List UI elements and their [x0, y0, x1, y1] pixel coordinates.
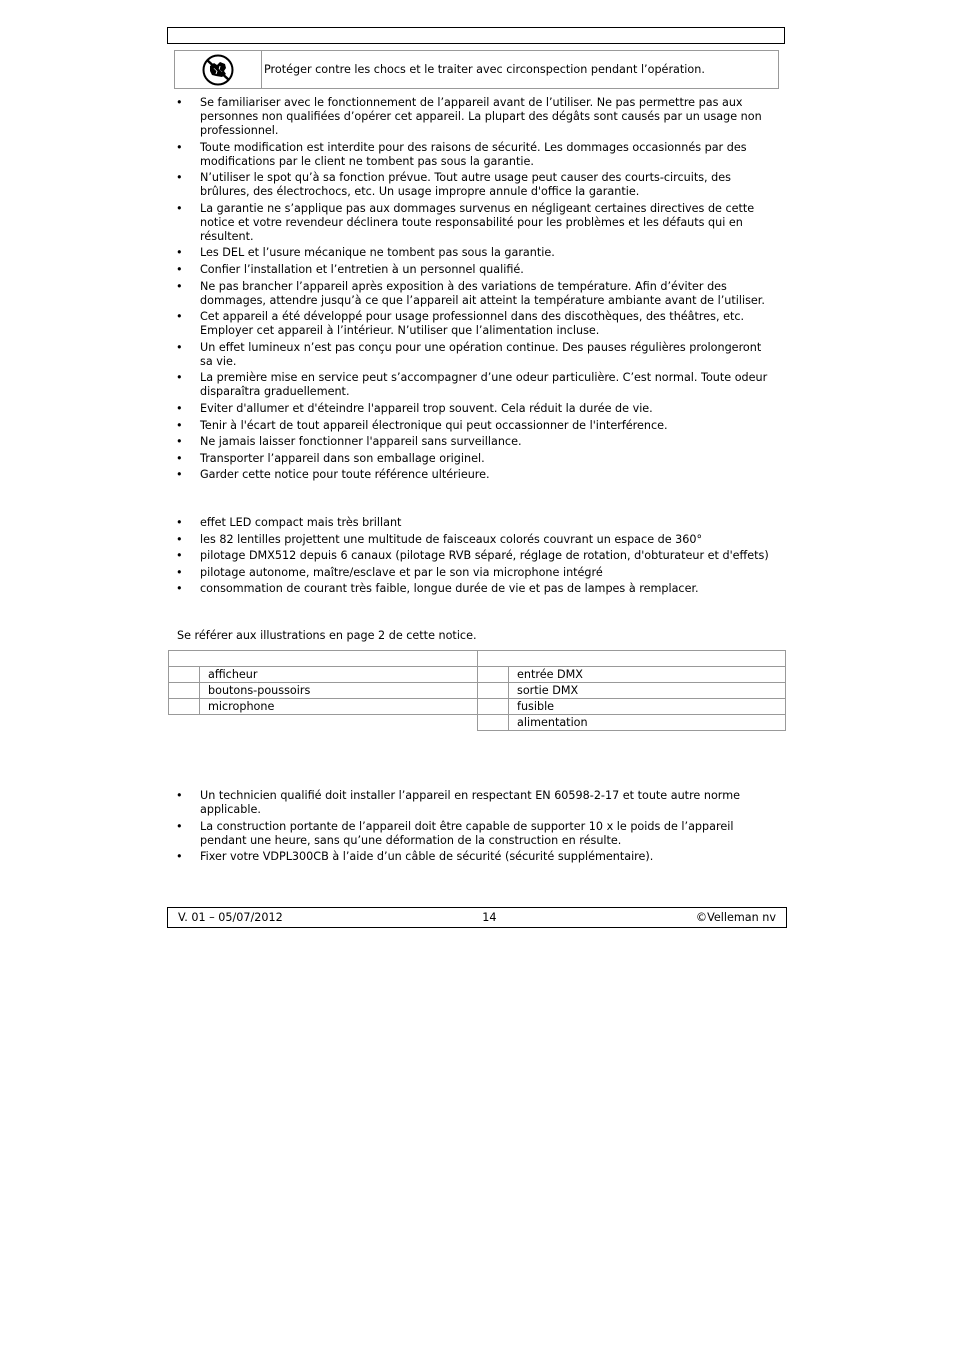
- table-header-cell: [478, 651, 786, 667]
- part-label: afficheur: [200, 667, 478, 683]
- page-footer: [167, 907, 787, 928]
- list-item: • Ne jamais laisser fonctionner l'appareil sans surveillance.: [176, 435, 776, 449]
- list-item: • Un effet lumineux n’est pas conçu pour une opération continue. Des pauses régulières prolongeront sa vie.: [176, 341, 776, 369]
- page-number: 14: [482, 911, 497, 924]
- list-item: • Toute modification est interdite pour des raisons de sécurité. Les dommages occasionnés par des modifications par le client ne tombent pas sous la garantie.: [176, 141, 776, 169]
- list-item: • pilotage autonome, maître/esclave et par le son via microphone intégré: [176, 566, 776, 580]
- list-item: • Tenir à l'écart de tout appareil électronique qui peut occassionner de l'interférence.: [176, 419, 776, 433]
- parts-table-left: [168, 650, 478, 715]
- part-label: microphone: [200, 699, 478, 715]
- table-row: [478, 667, 786, 683]
- list-item: • effet LED compact mais très brillant: [176, 516, 776, 530]
- part-label: alimentation: [509, 715, 786, 731]
- part-label: boutons-poussoirs: [200, 683, 478, 699]
- list-item: • Eviter d'allumer et d'éteindre l'appareil trop souvent. Cela réduit la durée de vie.: [176, 402, 776, 416]
- list-item: • Les DEL et l’usure mécanique ne tombent pas sous la garantie.: [176, 246, 776, 260]
- list-item: • Garder cette notice pour toute référence ultérieure.: [176, 468, 776, 482]
- parts-table-right: [477, 650, 786, 731]
- list-item: • Un technicien qualifié doit installer l’appareil en respectant EN 60598-2-17 et toute autre norme applicable.: [176, 789, 776, 817]
- part-label: fusible: [509, 699, 786, 715]
- warning-text: Protéger contre les chocs et le traiter avec circonspection pendant l’opération.: [264, 63, 705, 76]
- version-date: V. 01 – 05/07/2012: [178, 911, 283, 924]
- warning-icon-cell: [175, 51, 262, 88]
- table-row: [478, 715, 786, 731]
- list-item: • Cet appareil a été développé pour usage professionnel dans des discothèques, des théâtres, etc. Employer cet appareil à l’intérieur. N’utiliser que l’alimentation incluse.: [176, 310, 776, 338]
- warning-table: [174, 50, 779, 89]
- list-item: • consommation de courant très faible, longue durée de vie et pas de lampes à remplacer.: [176, 582, 776, 596]
- safety-guidelines-list: [176, 96, 776, 485]
- table-row: [478, 683, 786, 699]
- part-label: entrée DMX: [509, 667, 786, 683]
- table-row: [169, 683, 478, 699]
- list-item: • Se familiariser avec le fonctionnement de l’appareil avant de l’utiliser. Ne pas permettre pas aux personnes non qualifiées d’opérer cet appareil. La plupart des dégâts sont causés par un usage non professionnel.: [176, 96, 776, 138]
- fragile-handle-with-care-icon: [201, 54, 235, 86]
- table-row: [169, 699, 478, 715]
- list-item: • les 82 lentilles projettent une multitude de faisceaux colorés couvrant un espace de 360°: [176, 533, 776, 547]
- list-item: • Fixer votre VDPL300CB à l’aide d’un câble de sécurité (sécurité supplémentaire).: [176, 850, 776, 864]
- page-header-box: [167, 27, 785, 44]
- list-item: • La construction portante de l’appareil doit être capable de supporter 10 x le poids de l’appareil pendant une heure, sans qu’une déformation de la construction en résulte.: [176, 820, 776, 848]
- overview-text: Se référer aux illustrations en page 2 de cette notice.: [177, 629, 477, 642]
- table-row: [478, 699, 786, 715]
- table-header-row: [169, 651, 478, 667]
- list-item: • pilotage DMX512 depuis 6 canaux (pilotage RVB séparé, réglage de rotation, d'obturateur et d'effets): [176, 549, 776, 563]
- list-item: • Confier l’installation et l’entretien à un personnel qualifié.: [176, 263, 776, 277]
- table-header-row: [478, 651, 786, 667]
- features-list: [176, 516, 776, 599]
- list-item: • N’utiliser le spot qu’à sa fonction prévue. Tout autre usage peut causer des courts-circuits, des brûlures, des électrochocs, etc. Un usage impropre annule d'office la garantie.: [176, 171, 776, 199]
- list-item: • Transporter l’appareil dans son emballage originel.: [176, 452, 776, 466]
- installation-list: [176, 789, 776, 867]
- list-item: • La garantie ne s’applique pas aux dommages survenus en négligeant certaines directives de cette notice et votre revendeur déclinera toute responsabilité pour les problèmes et les défauts qui en résultent.: [176, 202, 776, 244]
- list-item: • La première mise en service peut s’accompagner d’une odeur particulière. C’est normal. Toute odeur disparaîtra graduellement.: [176, 371, 776, 399]
- list-item: • Ne pas brancher l’appareil après exposition à des variations de température. Afin d’éviter des dommages, attendre jusqu’à ce que l’appareil ait atteint la température ambiante avant de l’utiliser.: [176, 280, 776, 308]
- copyright: ©Velleman nv: [695, 911, 776, 924]
- table-row: [169, 667, 478, 683]
- part-label: sortie DMX: [509, 683, 786, 699]
- table-header-cell: [169, 651, 478, 667]
